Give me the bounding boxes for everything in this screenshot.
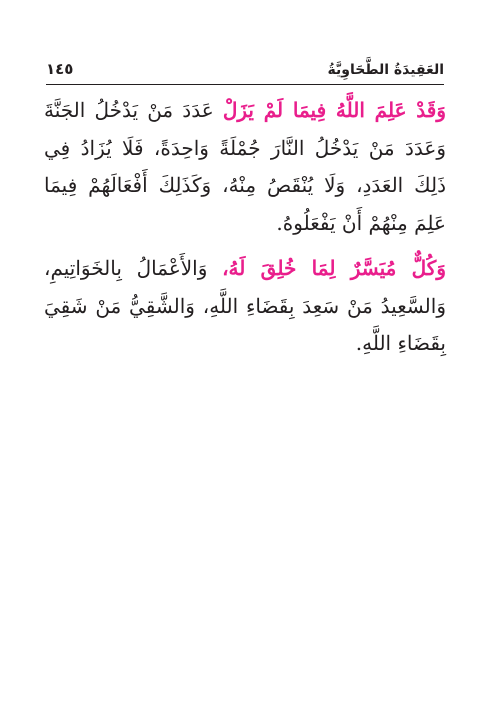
matn-highlight-2: وَكُلٌّ مُيَسَّرٌ لِمَا خُلِقَ لَهُ،	[222, 256, 446, 280]
running-title: العَقِيدَةُ الطَّحَاوِيَّةُ	[327, 62, 444, 78]
paragraph-2-text: وَالأَعْمَالُ بِالخَوَاتِيمِ، وَالسَّعِيدُ مَنْ سَعِدَ بِقَضَاءِ اللَّهِ، وَالشَّقِيُّ مَنْ شَقِيَ بِقَضَاءِ اللَّهِ.	[44, 256, 446, 355]
page-header	[46, 52, 444, 85]
paragraph-1	[44, 92, 446, 242]
page-body	[44, 92, 446, 363]
page-number: ١٤٥	[46, 60, 74, 78]
matn-highlight-1: وَقَدْ عَلِمَ اللَّهُ فِيمَا لَمْ يَزَلْ	[222, 98, 446, 122]
paragraph-1-text: عَدَدَ مَنْ يَدْخُلُ الجَنَّةَ وَعَدَدَ مَنْ يَدْخُلُ النَّارَ جُمْلَةً وَاحِدَةً، فَلَا يُزَادُ فِي ذَلِكَ العَدَدِ، وَلَا يُنْقَصُ مِنْهُ، وَكَذَلِكَ أَفْعَالَهُمْ فِيمَا عَلِمَ مِنْهُمْ أَنْ يَفْعَلُوهُ.	[44, 98, 446, 235]
paragraph-2	[44, 250, 446, 363]
